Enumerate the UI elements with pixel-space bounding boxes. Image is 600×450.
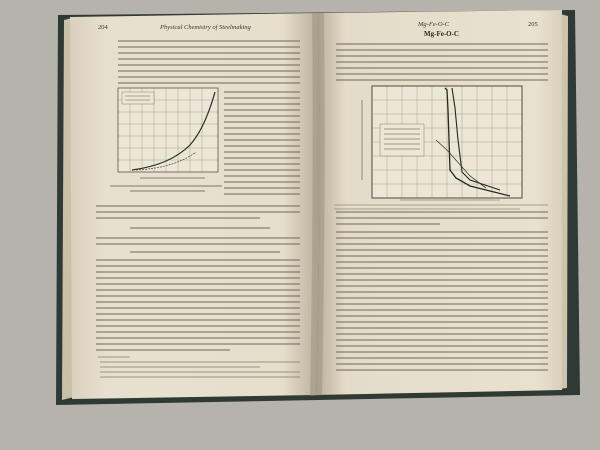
- left-page-number: 204: [98, 24, 108, 31]
- section-title: Mg-Fe-O-C: [424, 30, 459, 38]
- right-running-head: Mg-Fe-O-C: [418, 21, 450, 28]
- right-page-number: 205: [528, 21, 538, 28]
- left-running-head: Physical Chemistry of Steelmaking: [160, 24, 251, 31]
